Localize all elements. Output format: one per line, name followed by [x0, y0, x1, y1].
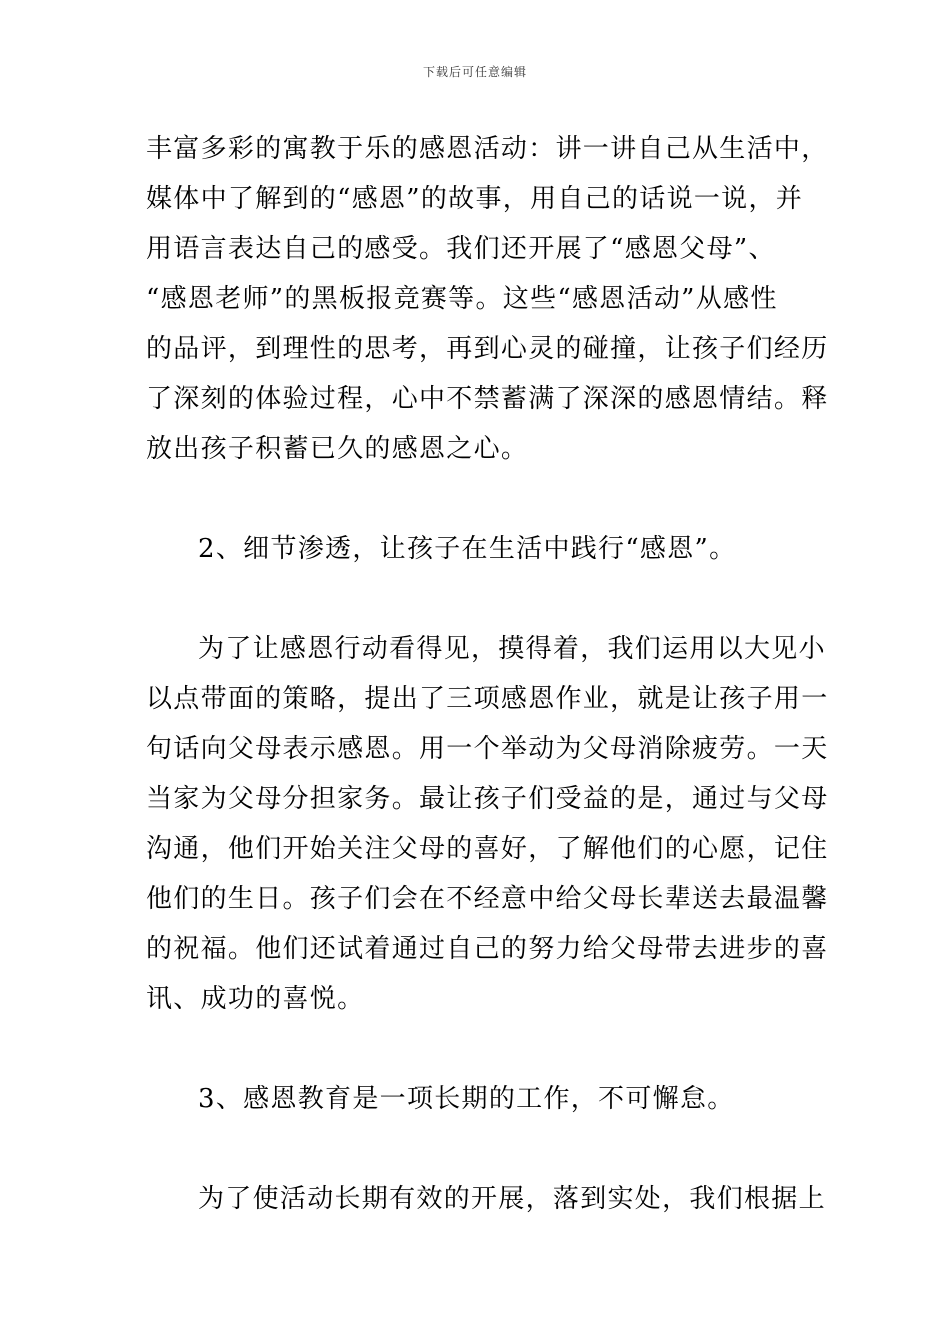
- text-line: 了深刻的体验过程，心中不禁蓄满了深深的感恩情结。释: [146, 384, 829, 414]
- section-heading: [146, 524, 814, 574]
- text-line: 为了让感恩行动看得见，摸得着，我们运用以大见小: [198, 634, 826, 664]
- paragraph-spacer: [146, 574, 814, 624]
- text-line: “感恩老师”的黑板报竞赛等。这些“感恩活动”从感性: [146, 284, 778, 314]
- text-line: 2、细节渗透，让孩子在生活中践行“感恩”。: [198, 534, 737, 564]
- text-line: 媒体中了解到的“感恩”的故事，用自己的话说一说，并: [146, 184, 804, 214]
- paragraph: [146, 624, 829, 1024]
- header-note: 下载后可任意编辑: [422, 65, 527, 79]
- paragraph: [146, 124, 829, 474]
- text-line: 丰富多彩的寓教于乐的感恩活动：讲一讲自己从生活中，: [146, 134, 829, 164]
- paragraph-spacer: [146, 474, 814, 524]
- text-line: 的祝福。他们还试着通过自己的努力给父母带去进步的喜: [146, 934, 829, 964]
- text-line: 他们的生日。孩子们会在不经意中给父母长辈送去最温馨: [146, 884, 829, 914]
- paragraph: [146, 1174, 826, 1224]
- text-line: 以点带面的策略，提出了三项感恩作业，就是让孩子用一: [146, 684, 829, 714]
- text-line: 讯、成功的喜悦。: [146, 984, 365, 1014]
- document-body: [146, 124, 829, 1224]
- text-line: 为了使活动长期有效的开展，落到实处，我们根据上: [198, 1184, 826, 1214]
- text-line: 句话向父母表示感恩。用一个举动为父母消除疲劳。一天: [146, 734, 829, 764]
- paragraph-spacer: [146, 1124, 814, 1174]
- text-line: 放出孩子积蓄已久的感恩之心。: [146, 434, 529, 464]
- text-line: 用语言表达自己的感受。我们还开展了“感恩父母”、: [146, 234, 776, 264]
- text-line: 沟通，他们开始关注父母的喜好，了解他们的心愿，记住: [146, 834, 829, 864]
- text-line: 当家为父母分担家务。最让孩子们受益的是，通过与父母: [146, 784, 829, 814]
- section-heading: [146, 1074, 814, 1124]
- text-line: 的品评，到理性的思考，再到心灵的碰撞，让孩子们经历: [146, 334, 829, 364]
- text-line: 3、感恩教育是一项长期的工作，不可懈怠。: [198, 1084, 735, 1114]
- paragraph-spacer: [146, 1024, 814, 1074]
